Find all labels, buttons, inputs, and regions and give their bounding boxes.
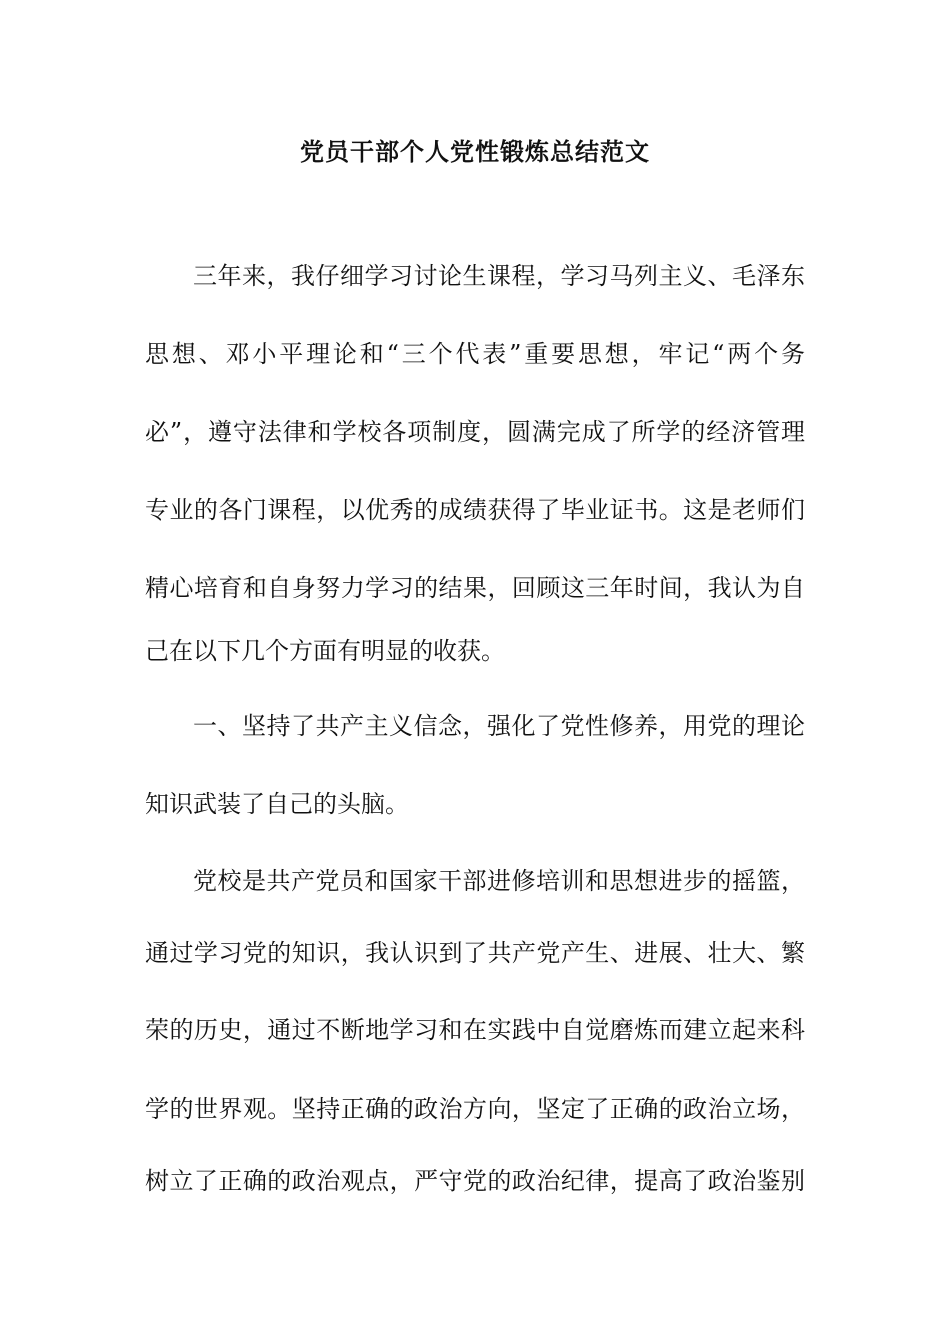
section-heading-line: 知识武装了自己的头脑。 (145, 790, 409, 818)
document-title: 党员干部个人党性锻炼总结范文 (300, 137, 650, 166)
paragraph-line: 专业的各门课程，以优秀的成绩获得了毕业证书。这是老师们 (145, 496, 805, 524)
paragraph-line: 荣的历史，通过不断地学习和在实践中自觉磨炼而建立起来科 (145, 1016, 805, 1044)
paragraph-line: 党校是共产党员和国家干部进修培训和思想进步的摇篮， (193, 867, 805, 895)
section-heading-line: 一、坚持了共产主义信念，强化了党性修养，用党的理论 (193, 712, 805, 740)
paragraph-line: 通过学习党的知识，我认识到了共产党产生、进展、壮大、繁 (145, 939, 805, 967)
paragraph-line: 必”，遵守法律和学校各项制度，圆满完成了所学的经济管理 (145, 418, 805, 446)
paragraph-line: 己在以下几个方面有明显的收获。 (145, 637, 505, 665)
paragraph-line: 三年来，我仔细学习讨论生课程，学习马列主义、毛泽东 (193, 262, 805, 290)
paragraph-line: 学的世界观。坚持正确的政治方向，坚定了正确的政治立场， (145, 1095, 805, 1123)
paragraph-line: 精心培育和自身努力学习的结果，回顾这三年时间，我认为自 (145, 574, 805, 602)
paragraph-line: 思想、邓小平理论和“三个代表”重要思想，牢记“两个务 (145, 340, 805, 368)
paragraph-line: 树立了正确的政治观点，严守党的政治纪律，提高了政治鉴别 (145, 1167, 805, 1195)
